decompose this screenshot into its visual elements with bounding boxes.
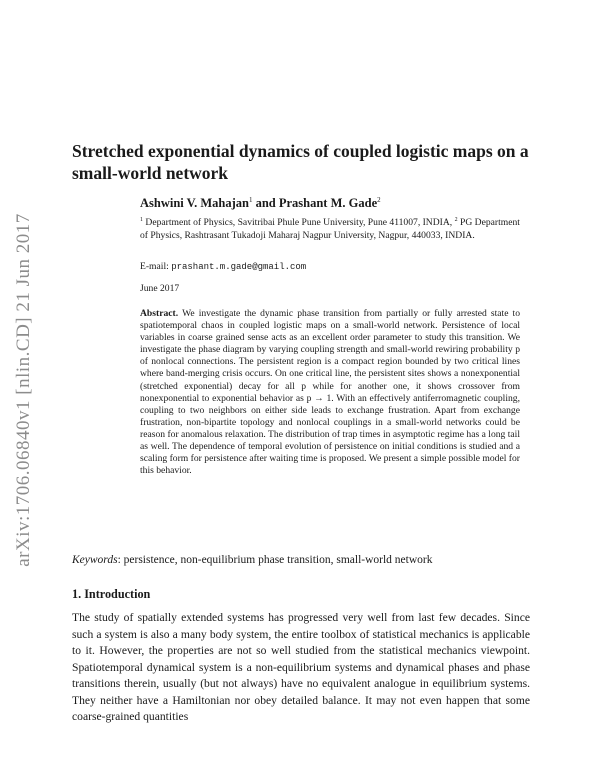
- affiliations: [140, 214, 520, 242]
- keywords: [72, 554, 432, 566]
- keywords-text: : persistence, non-equilibrium phase transition, small-world network: [117, 554, 433, 566]
- author-affiliation-mark: 1: [248, 196, 253, 204]
- abstract: [140, 308, 520, 477]
- author-affiliation-mark: 2: [377, 196, 381, 204]
- paper-title: Stretched exponential dynamics of coupled logistic maps on a small-world network: [72, 141, 529, 183]
- abstract-label: Abstract.: [140, 308, 179, 319]
- affiliation-mark: 2: [454, 217, 458, 223]
- author-separator: and: [252, 196, 279, 211]
- arxiv-identifier: arXiv:1706.06840v1 [nlin.CD] 21 Jun 2017: [13, 213, 34, 567]
- keywords-label: Keywords: [72, 554, 118, 566]
- author-name: Prashant M. Gade: [278, 196, 378, 211]
- affiliation-text: PG Department of Physics, Rashtrasant Tukadoji Maharaj Nagpur University, Nagpur, 440033, INDIA.: [140, 217, 520, 242]
- author-name: Ashwini V. Mahajan: [140, 196, 249, 211]
- email-address[interactable]: prashant.m.gade@gmail.com: [171, 262, 307, 272]
- email-line: [140, 261, 306, 272]
- author-line: [140, 196, 381, 211]
- abstract-text: We investigate the dynamic phase transition from partially or fully arrested state to spatiotemporal chaos in coupled logistic maps on a small-world network. Persistence of local variables in coarse grained sense acts as an excellent order parameter to study this transition. We investigate the phase diagram by varying coupling strength and small-world rewiring probability p of nonlocal connections. The persistent region is a compact region bounded by two critical lines where band-merging crisis occurs. On one critical line, the persistent sites shows a nonexponential (stretched exponential) decay for all p while for another one, it shows crossover from nonexponential to exponential behavior as p → 1. With an effectively antiferromagnetic coupling, coupling to two neighbors on either side leads to exchange frustration. Apart from exchange frustration, non-bipartite topology and nonlocal couplings in a small-world networks could be reason for anomalous relaxation. The distribution of trap times in asymptotic regime has a long tail as well. The dependence of temporal evolution of persistence on initial conditions is studied and a scaling form for persistence after waiting time is proposed. We present a simple possible model for this behavior.: [140, 308, 520, 477]
- section-body-text: The study of spatially extended systems has progressed very well from last few decades. Since such a system is also a many body system, the entire toolbox of statistical mechanics is applicable to it. However, the properties are not so well studied from the statistical mechanics viewpoint. Spatiotemporal dynamical system is a non-equilibrium systems and dynamical phases and phase transitions therein, usually (but not always) have no equivalent analogue in equilibrium systems. They neither have a Hamiltonian nor obey detailed balance. It may not even happen that some coarse-grained quantities: [72, 611, 530, 723]
- affiliation-text: Department of Physics, Savitribai Phule Pune University, Pune 411007, INDIA,: [145, 217, 453, 229]
- email-label: E-mail:: [140, 261, 169, 272]
- section-heading: 1. Introduction: [72, 587, 151, 601]
- arxiv-stamp: [8, 0, 40, 776]
- affiliation-mark: 1: [140, 217, 143, 223]
- paper-date: June 2017: [140, 283, 180, 294]
